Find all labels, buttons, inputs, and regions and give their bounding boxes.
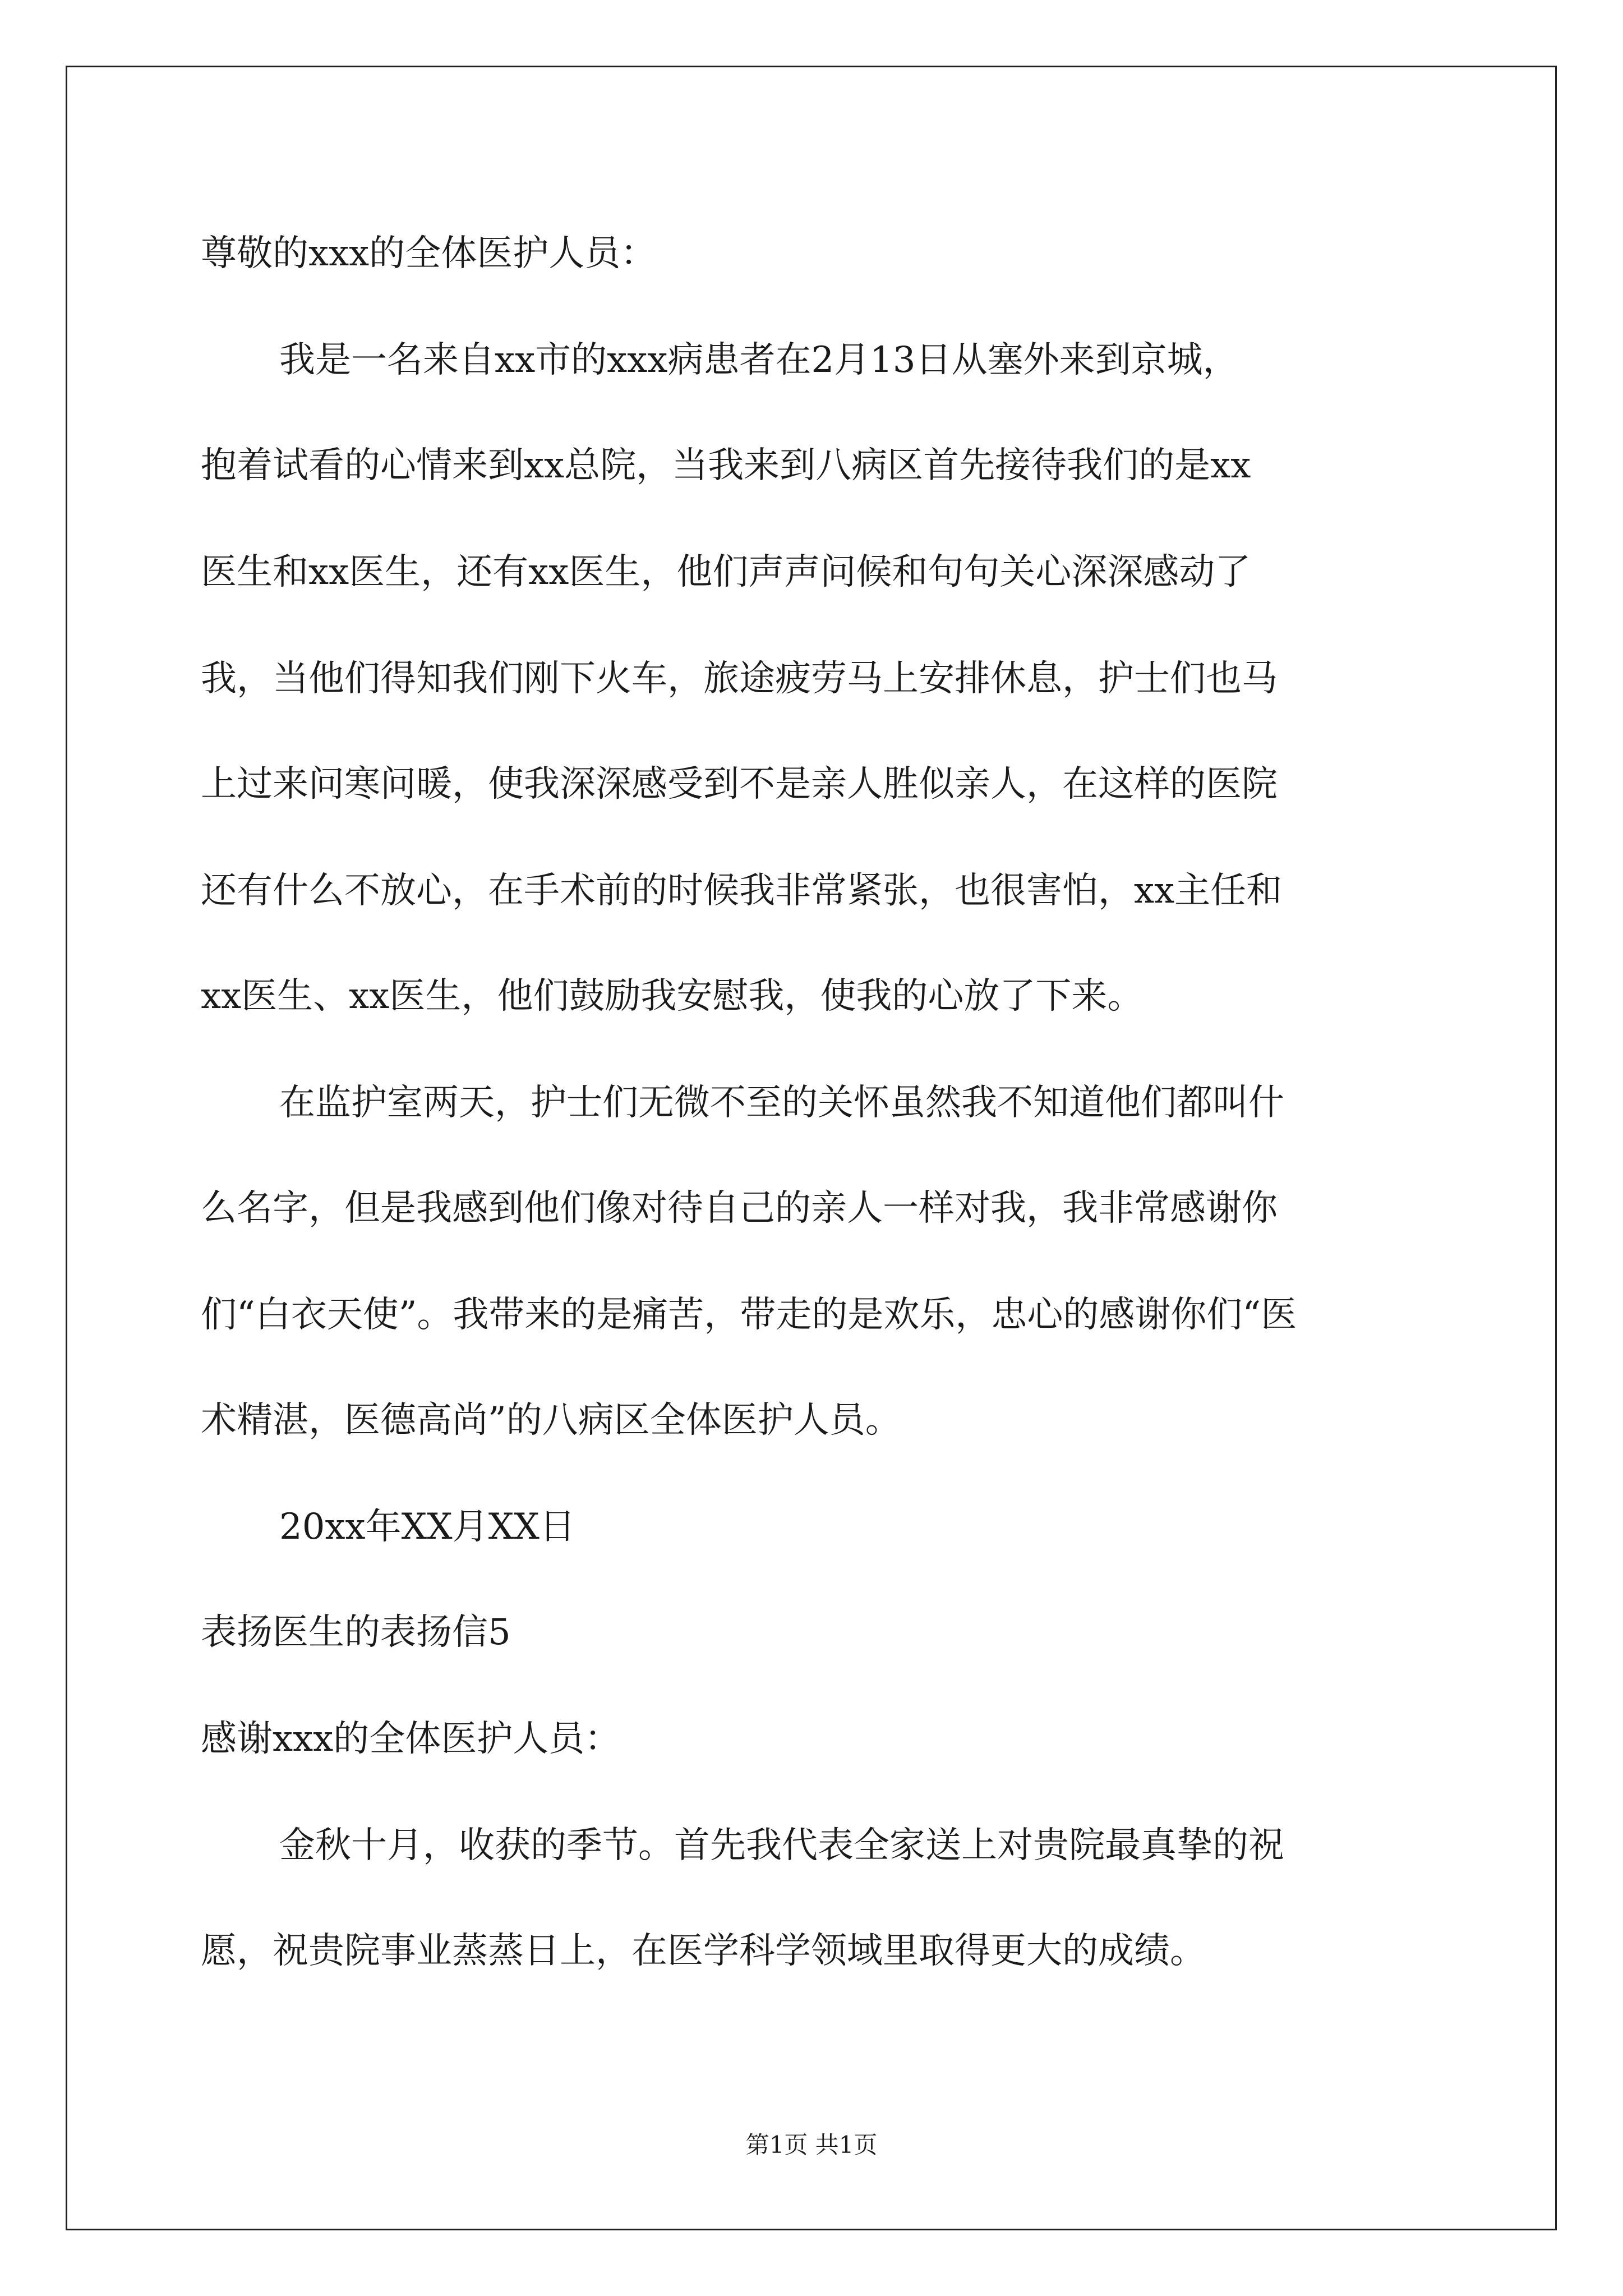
paragraph-line: 我是一名来自xx市的xxx病患者在2月13日从塞外来到京城，	[279, 339, 1239, 381]
salutation-2: 感谢xxx的全体医护人员：	[201, 1718, 621, 1760]
paragraph-line: xx医生、xx医生，他们鼓励我安慰我，使我的心放了下来。	[201, 976, 1144, 1017]
paragraph-line: 们“白衣天使”。我带来的是痛苦，带走的是欢乐，忠心的感谢你们“医	[201, 1294, 1297, 1336]
paragraph-line: 金秋十月，收获的季节。首先我代表全家送上对贵院最真挚的祝	[279, 1825, 1284, 1866]
page-border	[66, 66, 1557, 2230]
paragraph-line: 愿，祝贵院事业蒸蒸日上，在医学科学领域里取得更大的成绩。	[201, 1930, 1206, 1972]
paragraph-line: 我，当他们得知我们刚下火车，旅途疲劳马上安排休息，护士们也马	[201, 658, 1278, 700]
page-number-footer: 第1页 共1页	[745, 2131, 878, 2159]
paragraph-line: 上过来问寒问暖，使我深深感受到不是亲人胜似亲人，在这样的医院	[201, 763, 1278, 805]
paragraph-line: 医生和xx医生，还有xx医生，他们声声问候和句句关心深深感动了	[201, 551, 1251, 593]
paragraph-line: 在监护室两天，护士们无微不至的关怀虽然我不知道他们都叫什	[279, 1082, 1284, 1124]
paragraph-line: 术精湛，医德高尚”的八病区全体医护人员。	[201, 1400, 901, 1441]
paragraph-line: 抱着试看的心情来到xx总院，当我来到八病区首先接待我们的是xx	[201, 445, 1251, 486]
paragraph-line: 还有什么不放心，在手术前的时候我非常紧张，也很害怕，xx主任和	[201, 870, 1283, 912]
paragraph-line: 么名字，但是我感到他们像对待自己的亲人一样对我，我非常感谢你	[201, 1188, 1278, 1229]
date-line: 20xx年XX月XX日	[279, 1506, 575, 1548]
salutation-1: 尊敬的xxx的全体医护人员：	[201, 233, 657, 274]
section-title: 表扬医生的表扬信5	[201, 1612, 511, 1653]
